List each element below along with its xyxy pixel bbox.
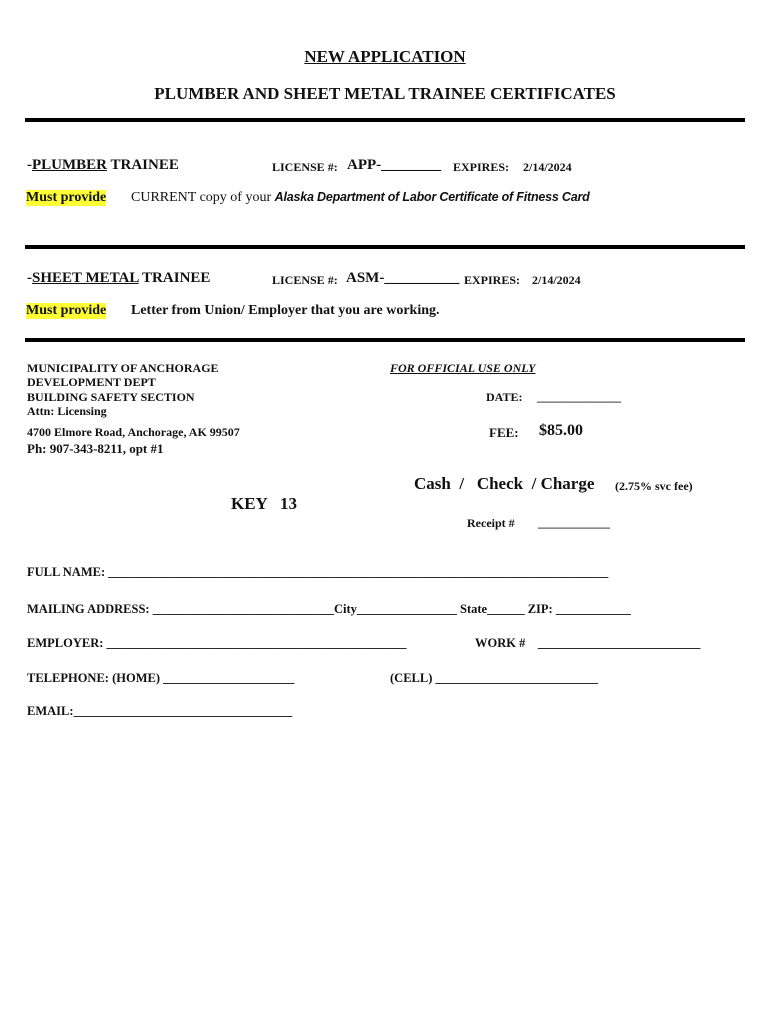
sheet-metal-trainee-heading	[27, 270, 210, 287]
sheet-metal-trade: SHEET METAL	[32, 270, 139, 286]
mailing-address-field[interactable]: MAILING ADDRESS: _____________________________City________________ State______ ZIP: ____________	[27, 602, 631, 616]
divider-plumber	[25, 245, 745, 249]
plumber-license-label: LICENSE #:	[272, 160, 338, 174]
address-line-1: MUNICIPALITY OF ANCHORAGE	[27, 361, 219, 375]
address-line-2: DEVELOPMENT DEPT	[27, 375, 156, 389]
cell-phone-field[interactable]: (CELL) __________________________	[390, 671, 598, 685]
plumber-requirement	[131, 190, 590, 206]
payment-options: Cash / Check / Charge	[414, 474, 595, 493]
sheet-metal-requirement: Letter from Union/ Employer that you are working.	[131, 303, 440, 318]
sheet-metal-expires-label: EXPIRES:	[464, 273, 521, 287]
date-label: DATE:	[486, 390, 523, 404]
sheet-metal-must-provide: Must provide	[26, 303, 107, 318]
email-field[interactable]: EMAIL:___________________________________	[27, 704, 293, 718]
plumber-trainee-word: TRAINEE	[107, 157, 179, 173]
plumber-requirement-text: CURRENT copy of your	[131, 190, 272, 205]
page-title: NEW APPLICATION	[304, 47, 466, 66]
page-subtitle: PLUMBER AND SHEET METAL TRAINEE CERTIFICATES	[154, 84, 616, 103]
address-line-6: Ph: 907-343-8211, opt #1	[27, 441, 164, 456]
sheet-metal-expires-value: 2/14/2024	[532, 273, 581, 287]
sheet-metal-license-label: LICENSE #:	[272, 273, 338, 287]
official-use-heading: FOR OFFICIAL USE ONLY	[390, 361, 536, 375]
address-line-3: BUILDING SAFETY SECTION	[27, 390, 195, 404]
fee-label: FEE:	[489, 425, 519, 440]
key-number: KEY 13	[231, 494, 297, 513]
date-field[interactable]: ______________	[537, 390, 621, 404]
sheet-metal-license-value: ASM-__________	[346, 270, 460, 286]
receipt-field[interactable]: ____________	[538, 516, 610, 530]
home-phone-field[interactable]: TELEPHONE: (HOME) _____________________	[27, 671, 295, 685]
divider-top	[25, 118, 745, 122]
divider-sheet-metal	[25, 338, 745, 342]
plumber-license-field[interactable]: APP-________	[347, 157, 442, 173]
sheet-metal-license-field[interactable]	[346, 270, 459, 287]
work-phone-field[interactable]: WORK # __________________________	[475, 636, 701, 650]
plumber-expires-value: 2/14/2024	[523, 160, 572, 174]
plumber-trade: PLUMBER	[32, 157, 107, 173]
address-line-4: Attn: Licensing	[27, 404, 107, 418]
address-line-5: 4700 Elmore Road, Anchorage, AK 99507	[27, 425, 240, 439]
plumber-prefix: -	[27, 157, 32, 173]
full-name-field[interactable]: FULL NAME: ________________________________________________________________________________	[27, 565, 609, 579]
plumber-trainee-heading	[27, 157, 179, 174]
plumber-must-provide: Must provide	[26, 190, 107, 205]
receipt-label: Receipt #	[467, 516, 515, 530]
service-fee-note: (2.75% svc fee)	[615, 479, 693, 493]
employer-field[interactable]: EMPLOYER: ________________________________________________	[27, 636, 407, 650]
sheet-metal-prefix: -	[27, 270, 32, 286]
sheet-metal-trainee-word: TRAINEE	[138, 270, 211, 286]
plumber-requirement-card: Alaska Department of Labor Certificate of Fitness Card	[274, 190, 590, 204]
plumber-expires-label: EXPIRES:	[453, 160, 510, 174]
fee-value: $85.00	[539, 422, 583, 439]
